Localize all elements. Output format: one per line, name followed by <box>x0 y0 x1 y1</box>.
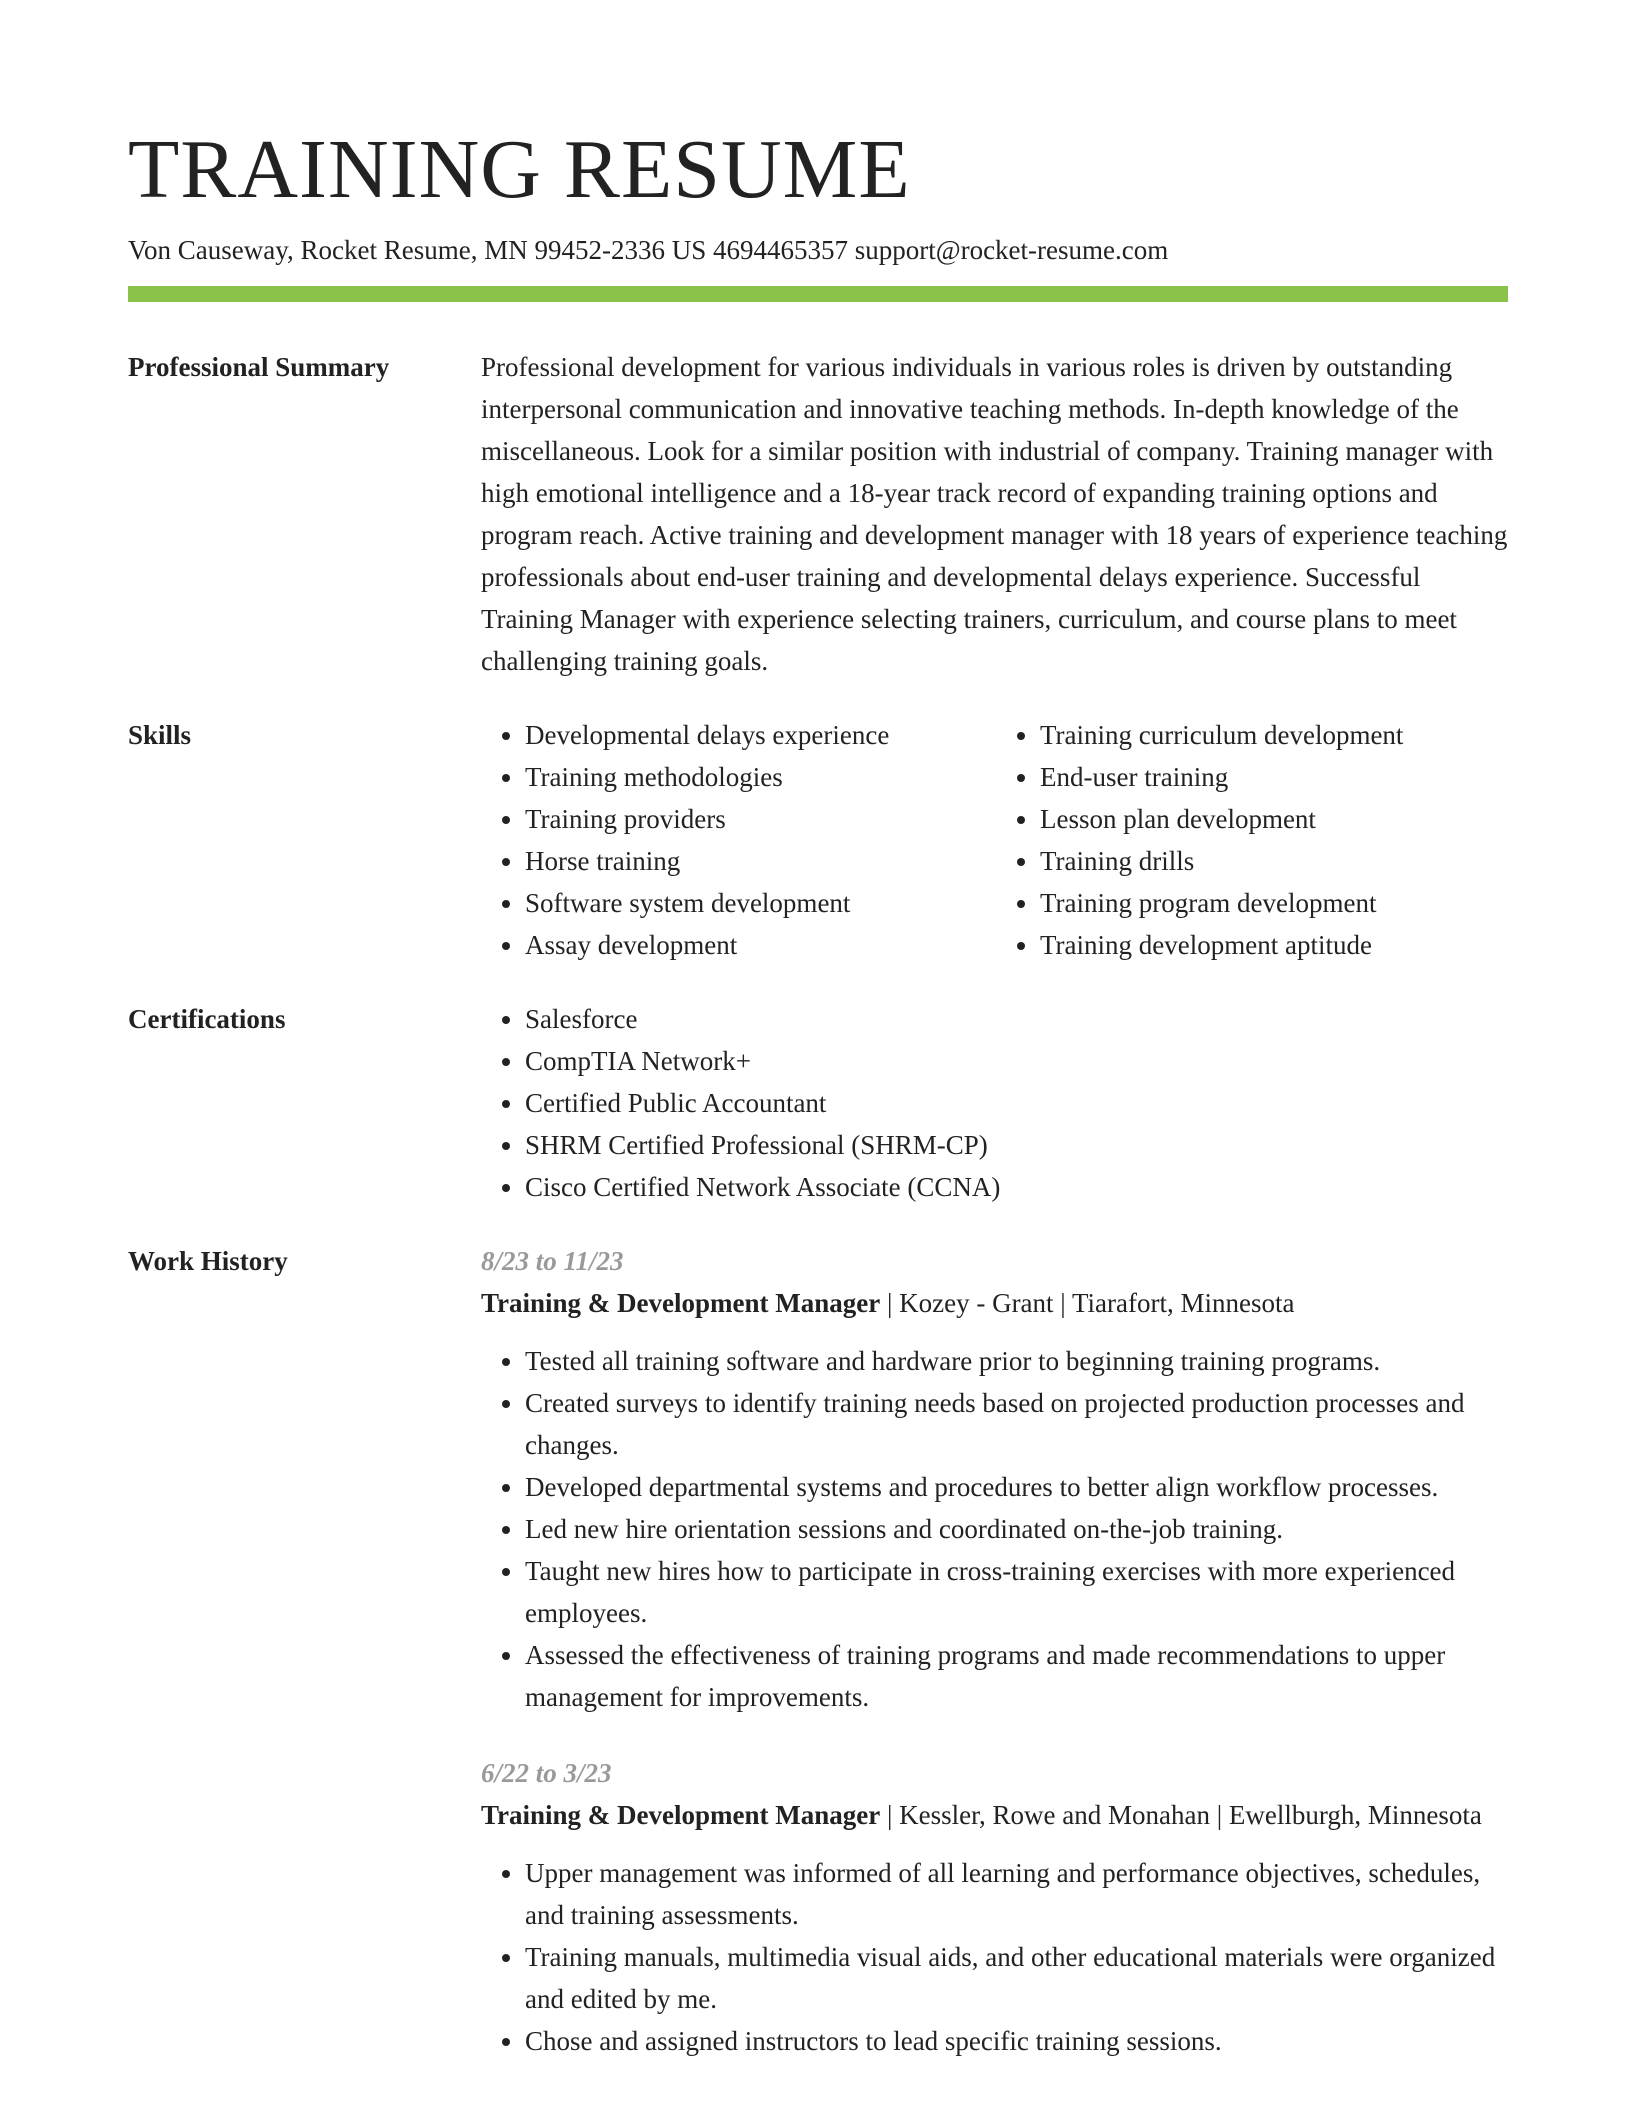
certification-item: • Salesforce <box>525 998 1511 1040</box>
skill-item: • Training program development <box>1040 882 1511 924</box>
header-divider <box>128 286 1508 302</box>
skill-item: • Training drills <box>1040 840 1511 882</box>
skill-item: • Training development aptitude <box>1040 924 1511 966</box>
skill-item: • Software system development <box>525 882 996 924</box>
certifications-list <box>481 998 1511 1208</box>
certification-item: • Certified Public Accountant <box>525 1082 1511 1124</box>
job-entry <box>481 1240 1511 1718</box>
certifications-heading: Certifications <box>128 1004 286 1034</box>
resume-title: TRAINING RESUME <box>128 123 911 216</box>
job-bullet: • Created surveys to identify training needs based on projected production processes and changes. <box>525 1382 1511 1466</box>
certification-item: • Cisco Certified Network Associate (CCNA) <box>525 1166 1511 1208</box>
certification-item: • CompTIA Network+ <box>525 1040 1511 1082</box>
summary-text: Professional development for various individuals in various roles is driven by outstanding interpersonal communication and innovative teaching methods. In-depth knowledge of the miscellaneous. Look for a similar position with industrial of company. Training manager with high emotional intelligence and a 18-year track record of expanding training options and program reach. Active training and development manager with 18 years of experience teaching professionals about end-user training and developmental delays experience. Successful Training Manager with experience selecting trainers, curriculum, and course plans to meet challenging training goals. <box>481 352 1508 676</box>
job-header <box>481 1794 1511 1836</box>
skill-item: • Lesson plan development <box>1040 798 1511 840</box>
skills-heading: Skills <box>128 720 192 750</box>
job-bullet: • Developed departmental systems and procedures to better align workflow processes. <box>525 1466 1511 1508</box>
contact-address: Von Causeway, Rocket Resume, MN 99452-2336 US <box>128 235 707 265</box>
job-bullet: • Training manuals, multimedia visual aids, and other educational materials were organized and edited by me. <box>525 1936 1511 2020</box>
summary-heading: Professional Summary <box>128 352 390 382</box>
skill-item: • Horse training <box>525 840 996 882</box>
skill-item: • Training curriculum development <box>1040 714 1511 756</box>
job-entry <box>481 1752 1511 2062</box>
skill-item: • Developmental delays experience <box>525 714 996 756</box>
work-history-heading: Work History <box>128 1246 288 1276</box>
job-bullet: • Assessed the effectiveness of training programs and made recommendations to upper management for improvements. <box>525 1634 1511 1718</box>
contact-email: support@rocket-resume.com <box>854 235 1169 265</box>
skill-item: • Training methodologies <box>525 756 996 798</box>
job-title: Training & Development Manager <box>481 1800 881 1830</box>
job-header <box>481 1282 1511 1324</box>
job-details: | Kozey - Grant | Tiarafort, Minnesota <box>880 1288 1295 1318</box>
job-title: Training & Development Manager <box>481 1288 881 1318</box>
job-bullet: • Upper management was informed of all learning and performance objectives, schedules, and training assessments. <box>525 1852 1511 1936</box>
job-bullet: • Taught new hires how to participate in cross-training exercises with more experienced employees. <box>525 1550 1511 1634</box>
job-bullet: • Chose and assigned instructors to lead specific training sessions. <box>525 2020 1511 2062</box>
job-dates: 8/23 to 11/23 <box>481 1246 624 1276</box>
contact-line <box>128 230 1168 270</box>
skill-item: • Training providers <box>525 798 996 840</box>
job-bullets <box>481 1852 1511 2062</box>
job-details: | Kessler, Rowe and Monahan | Ewellburgh, Minnesota <box>880 1800 1482 1830</box>
skills-list-left <box>481 714 996 966</box>
certification-item: • SHRM Certified Professional (SHRM-CP) <box>525 1124 1511 1166</box>
job-dates: 6/22 to 3/23 <box>481 1758 612 1788</box>
job-bullet: • Led new hire orientation sessions and coordinated on-the-job training. <box>525 1508 1511 1550</box>
skill-item: • End-user training <box>1040 756 1511 798</box>
skills-list-right <box>996 714 1511 966</box>
skill-item: • Assay development <box>525 924 996 966</box>
job-bullet: • Tested all training software and hardware prior to beginning training programs. <box>525 1340 1511 1382</box>
job-bullets <box>481 1340 1511 1718</box>
contact-phone: 4694465357 <box>712 235 848 265</box>
